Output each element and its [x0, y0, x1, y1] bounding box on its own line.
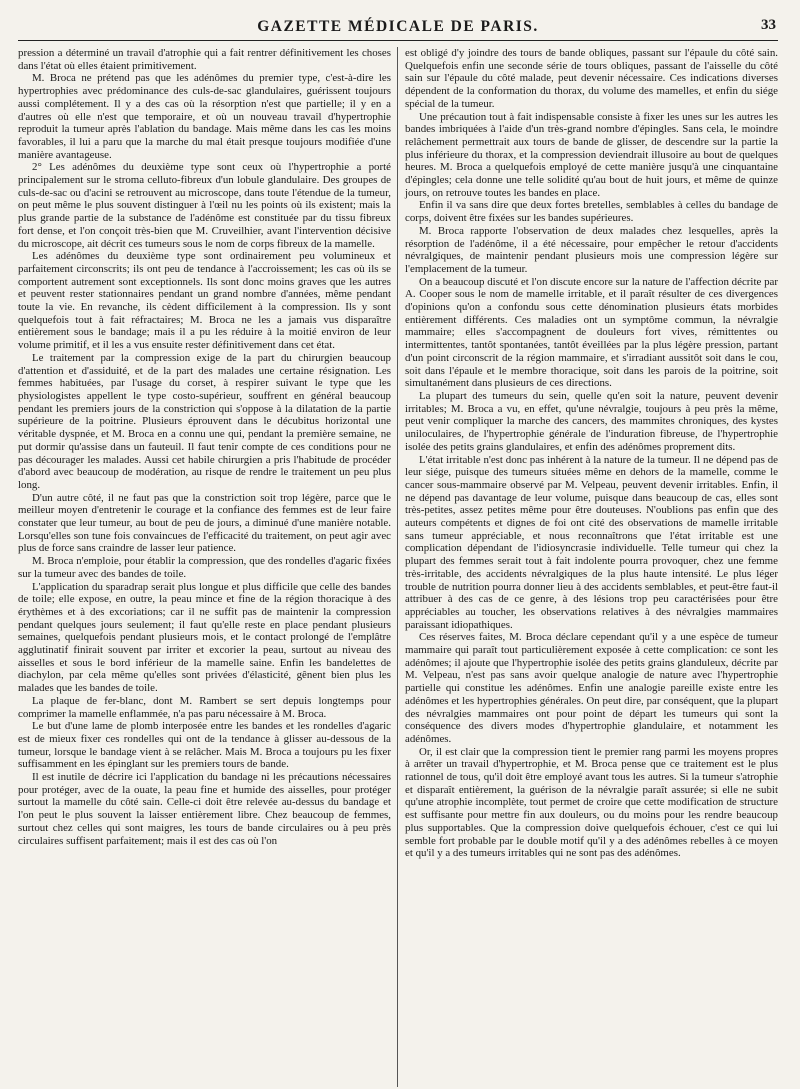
paragraph: M. Broca ne prétend pas que les adénômes du premier type, c'est-à-dire les hypertrophies avec prédominance des culs-de-sac glandulaires, guérissent toujours aussi complétement. Il y a des cas où la résorption n'est que partielle; il y en a d'autres où elle n'est que temporaire, et où un nouveau travail d'hypertrophie reproduit la tumeur après l'ablation du bandage. Mais même dans les cas les moins favorables, il lui a paru que la marche du mal était presque toujours modifiée d'une manière avantageuse.: [18, 72, 391, 161]
paragraph: L'application du sparadrap serait plus longue et plus difficile que celle des bandes de toile; elle expose, en outre, la peau mince et fine de la région thoracique à des érythèmes et à des excoriations; car il ne suffit pas de maintenir la compression pendant quelques jours seulement; il faut qu'elle reste en place pendant plusieurs semaines, quelquefois pendant plusieurs mois, et le contact prolongé de l'emplâtre agglutinatif finirait souvent par irriter et excorier la peau, surtout au niveau des aisselles et sous le bord inférieur de la mamelle saine. Enfin les bandelettes de diachylon, par cela même qu'elles sont privées d'élasticité, gênent bien plus les malades que les bandes de toile.: [18, 580, 391, 695]
paragraph: On a beaucoup discuté et l'on discute encore sur la nature de l'affection décrite par A. Cooper sous le nom de mamelle irritable, et il paraît résulter de ces divergences d'opinions qu'on a confondu sous cette dénomination plusieurs états morbides entièrement différents. Ces maladies ont un symptôme commun, la névralgie mammaire; elles s'accompagnent de douleurs fort vives, rémittentes ou intermittentes, tantôt spontanées, tantôt éveillées par la plus légère pression, partant d'un point circonscrit de la région mammaire, et s'irradiant aussitôt soit dans le cou, soit dans l'épaule et le membre thoracique, soit dans les parois de la poitrine, soit simultanément dans plusieurs de ces directions.: [405, 275, 778, 390]
paragraph: La plaque de fer-blanc, dont M. Rambert se sert depuis longtemps pour comprimer la mamelle enflammée, n'a pas paru nécessaire à M. Broca.: [18, 694, 391, 720]
paragraph: Il est inutile de décrire ici l'application du bandage ni les précautions nécessaires pour protéger, avec de la ouate, la peau fine et humide des aisselles, pour protéger surtout la mamelle du côté sain. Celle-ci doit être relevée au-dessus du bandage et l'on peut le plus souvent la laisser entièrement libre. Chez beaucoup de femmes, surtout chez celles qui sont maigres, les tours de bande circulaires ou à peu près circulaires suffisent parfaitement; mais il est des cas où l'on: [18, 771, 391, 847]
paragraph: est obligé d'y joindre des tours de bande obliques, passant sur l'épaule du côté sain. Quelquefois enfin une seconde série de tours obliques, passant de l'aisselle du côté sain sur l'épaule du côté malade, peut devenir nécessaire. Ces indications diverses dépendent de la conformation du thorax, du volume des mamelles, et enfin du siége spécial de la tumeur.: [405, 47, 778, 110]
running-header: [18, 14, 778, 41]
journal-title: GAZETTE MÉDICALE DE PARIS.: [257, 18, 539, 35]
paragraph: 2° Les adénômes du deuxième type sont ceux où l'hypertrophie a porté principalement sur le stroma celluto-fibreux d'un lobule glandulaire. Des groupes de culs-de-sac ou d'acini se retrouvent au microscope, dans toute l'étendue de la tumeur, on peut même le plus souvent distinguer à l'œil nu les points où ils existent; mais la plus grande partie de la substance de l'adénôme est constituée par du tissu fibreux fort dense, et l'on conçoit très-bien que M. Cruveilhier, avant l'intervention décisive du microscope, ait décrit ces tumeurs sous le nom de corps fibreux de la mamelle.: [18, 161, 391, 250]
paragraph: pression a déterminé un travail d'atrophie qui a fait rentrer définitivement les choses dans l'état où elles étaient primitivement.: [18, 47, 391, 72]
paragraph: Les adénômes du deuxième type sont ordinairement peu volumineux et parfaitement circonscrits; ils ont peu de tendance à l'accroissement; les cas où ils se comportent autrement sont exceptionnels. Ils sont donc moins graves que les autres et peuvent rester stationnaires pendant un grand nombre d'années, même pendant toute la vie. En revanche, ils cèdent difficilement à la compression. Ils y sont quelquefois tout à fait réfractaires; M. Broca ne les a jamais vus disparaître entièrement sous le bandage; mais il a pu les réduire à la moitié environ de leur volume primitif, et il les a vus ensuite rester définitivement dans cet état.: [18, 250, 391, 352]
right-column: [398, 47, 778, 1087]
left-column: [18, 47, 398, 1087]
paragraph: Le traitement par la compression exige de la part du chirurgien beaucoup d'attention et d'assiduité, et de la part des malades une certaine résignation. Les femmes habituées, par l'usage du corset, à respirer suivant le type que les physiologistes appellent le type costo-supérieur, souffrent en général beaucoup pendant les premiers jours de la constriction qui s'oppose à la dilatation de la partie supérieure de la poitrine. Plusieurs éprouvent dans le décubitus horizontal une véritable dyspnée, et M. Broca en a connu une qui, pendant la première semaine, ne put dormir qu'assise dans un fauteuil. Il faut tenir compte de ces conditions pour ne pas décourager les malades. Aussi cet habile chirurgien a pris l'habitude de procéder d'abord avec beaucoup de modération, au risque de rendre le traitement un peu plus long.: [18, 351, 391, 491]
paragraph: D'un autre côté, il ne faut pas que la constriction soit trop légère, parce que le meilleur moyen d'entretenir le courage et la confiance des femmes est de leur faire constater que leur tumeur, au bout de peu de jours, a diminué d'une manière notable. Lorsqu'elles son tune fois convaincues de l'efficacité du traitement, on peut agir avec plus de force sans craindre de lasser leur patience.: [18, 491, 391, 555]
paragraph: Or, il est clair que la compression tient le premier rang parmi les moyens propres à arrêter un travail d'hypertrophie, et M. Broca pense que ce traitement est le plus rationnel de tous, qu'il doit être employé avant tous les autres. Si la tumeur s'atrophie et disparaît entièrement, la guérison de la névralgie paraît assurée; si elle ne subit qu'une atrophie incomplète, tout permet de croire que cette modification de structure est suffisante pour mettre fin aux douleurs, ou du moins pour les rendre beaucoup plus supportables. Que la compression doive quelquefois échouer, c'est ce qui lui semble fort probable par le double motif qu'il y a des adénômes rebelles à ce moyen et qu'il y a des tumeurs irritables qui ne sont pas des adénômes.: [405, 745, 778, 860]
paragraph: Une précaution tout à fait indispensable consiste à fixer les unes sur les autres les bandes imbriquées à l'aide d'un très-grand nombre d'épingles. Sans cela, le moindre relâchement permettrait aux tours de bande de glisser, de descendre sur la partie la plus inférieure du thorax, et la compression deviendrait illusoire au bout de quelques heures. M. Broca a quelquefois employé de cette manière jusqu'à une cinquantaine d'épingles; cela donne une telle solidité qu'au bout de huit jours, et même de quinze jours, on retrouve toutes les bandes en place.: [405, 110, 778, 199]
paragraph: M. Broca n'emploie, pour établir la compression, que des rondelles d'agaric fixées sur la tumeur avec des bandes de toile.: [18, 555, 391, 580]
text-columns: [18, 47, 778, 1087]
paragraph: L'état irritable n'est donc pas inhérent à la nature de la tumeur. Il ne dépend pas de leur siége, puisque des tumeurs situées même en dehors de la mamelle, comme le cancer sous-mammaire observé par M. Velpeau, peuvent devenir irritables. Enfin, il ne dépend pas davantage de leur volume, puisque dans beaucoup de cas, elles sont très-petites, assez petites même pour être douteuses. N'oublions pas enfin que des auteurs compétents et dignes de foi ont cité des observations de mamelle irritable sans tumeur appréciable, et nous reconnaîtrons que l'état irritable est une complication dépendant de l'idiosyncrasie individuelle. Telle tumeur qui chez la plupart des femmes serait tout à fait indolente pourra provoquer, chez une femme très-irritable, des accidents névralgiques de la plus haute intensité. Le plus léger trouble de nutrition pourra donner lieu à des accidents semblables, et peut-être faut-il attribuer à des cas de ce genre, à des lésions trop peu caractérisées pour être appréciables au toucher, les observations relatives à des névralgies mammaires paraissant idiopathiques.: [405, 453, 778, 631]
paragraph: Enfin il va sans dire que deux fortes bretelles, semblables à celles du bandage de corps, doivent être fixées sur les bandes supérieures.: [405, 199, 778, 225]
paragraph: Ces réserves faites, M. Broca déclare cependant qu'il y a une espèce de tumeur mammaire qui paraît tout particulièrement exposée à cette complication: ce sont les adénômes; il ajoute que l'hypertrophie isolée des petits grains glanduleux, décrite par M. Velpeau, n'est pas sans avoir quelque analogie de nature avec l'hypertrophie partielle qui constitue les adénômes. Enfin une analogie pareille existe entre les adénômes et les hypertrophies générales. On peut dire, par conséquent, que la plupart des névralgies mammaires ont pour point de départ les tumeurs qui sont la conséquence des divers modes d'hypertrophie glandulaire, et notamment les adénômes.: [405, 631, 778, 745]
paragraph: M. Broca rapporte l'observation de deux malades chez lesquelles, après la résorption de l'adénôme, il a été nécessaire, pour empêcher le retour d'accidents névralgiques, de maintenir pendant plusieurs mois une compression légère sur l'emplacement de la tumeur.: [405, 224, 778, 275]
paragraph: Le but d'une lame de plomb interposée entre les bandes et les rondelles d'agaric est de mieux fixer ces rondelles qui ont de la tendance à glisser au-dessous de la tumeur, lorsque le bandage vient à se relâcher. Mais M. Broca a toujours pu les fixer suffisamment en les épinglant sur les premiers tours de bande.: [18, 720, 391, 771]
page-number: 33: [761, 17, 776, 33]
paragraph: La plupart des tumeurs du sein, quelle qu'en soit la nature, peuvent devenir irritables; M. Broca a vu, en effet, qu'une névralgie, toujours à peu près la même, peut venir compliquer la marche des cancers, des mammites chroniques, des kystes uniloculaires, de l'hypertrophie générale de l'induration fibreuse, de l'hypertrophie isolée des petits grains glandulaires, et enfin des adénômes proprement dits.: [405, 389, 778, 453]
